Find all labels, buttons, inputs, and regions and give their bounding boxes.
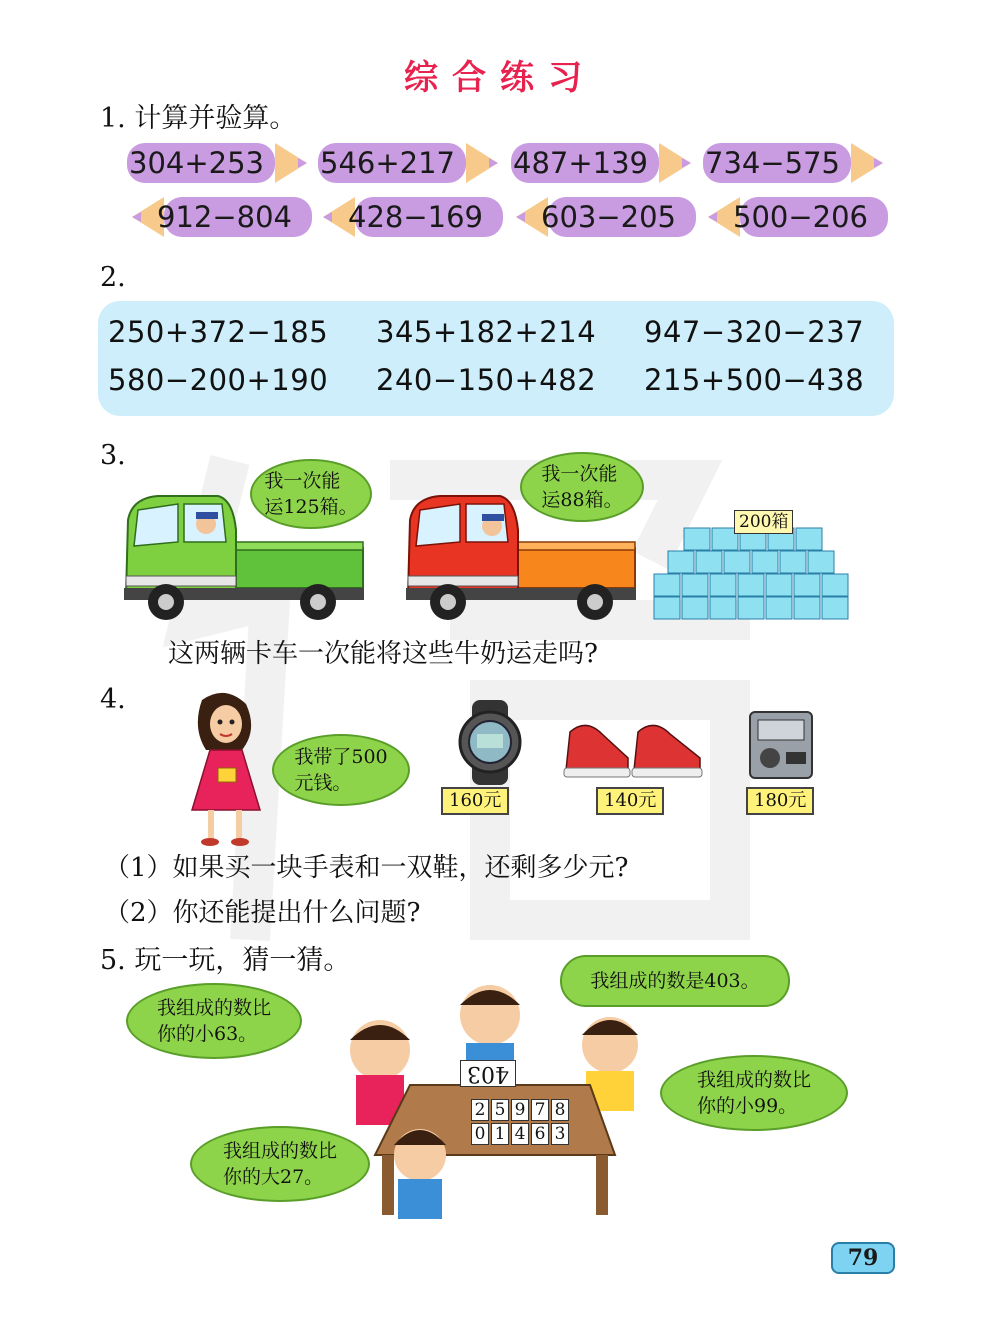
pencil-exercise [511, 196, 696, 238]
q4-sub-question-2: （2）你还能提出什么问题? [104, 898, 421, 928]
q2-expr: 345+182+214 [376, 315, 597, 349]
number-card: 2 [471, 1099, 489, 1121]
pencil-exercise [703, 196, 888, 238]
price-tag-shoes: 140元 [596, 787, 664, 815]
milk-box [710, 574, 736, 596]
milk-box [682, 597, 708, 619]
milk-box [794, 574, 820, 596]
pencil-exercise [127, 142, 312, 184]
number-card: 0 [471, 1123, 489, 1145]
pencil-expression: 487+139 [513, 146, 649, 180]
milk-box [738, 574, 764, 596]
pencil-expression: 734−575 [705, 146, 841, 180]
shoes-icon [562, 712, 704, 782]
q2-expression-box [98, 301, 894, 416]
milk-box [808, 551, 834, 573]
price-tag-watch: 160元 [441, 787, 509, 815]
q3-question: 这两辆卡车一次能将这些牛奶运走吗? [168, 639, 598, 669]
pencil-exercise [318, 142, 503, 184]
q2-label: 2. [100, 262, 126, 293]
milk-box [822, 597, 848, 619]
milk-box [654, 597, 680, 619]
milk-box [710, 597, 736, 619]
milk-box [684, 528, 710, 550]
speech-bubble-right: 我组成的数比 你的小99。 [660, 1055, 848, 1131]
milk-box [738, 597, 764, 619]
milk-box [794, 597, 820, 619]
number-card: 6 [531, 1123, 549, 1145]
number-card: 3 [551, 1123, 569, 1145]
q4-sub-question-1: （1）如果买一块手表和一双鞋，还剩多少元? [104, 853, 629, 883]
table-number-card: 403 [460, 1060, 516, 1087]
pencil-exercise [511, 142, 696, 184]
pencil-expression: 304+253 [129, 146, 265, 180]
number-card: 9 [511, 1099, 529, 1121]
milk-box [766, 597, 792, 619]
q2-expr: 580−200+190 [108, 363, 329, 397]
speech-bubble-red-truck: 我一次能 运88箱。 [520, 452, 644, 522]
cassette-player-icon [748, 708, 814, 780]
milk-boxes-label: 200箱 [734, 510, 793, 534]
speech-bubble-left: 我组成的数比 你的小63。 [126, 983, 302, 1059]
pencil-expression: 912−804 [157, 200, 293, 234]
speech-bubble-green-truck: 我一次能 运125箱。 [250, 459, 372, 529]
pencil-expression: 500−206 [733, 200, 869, 234]
milk-box [822, 574, 848, 596]
pencil-expression: 546+217 [320, 146, 456, 180]
q4-label: 4. [100, 684, 126, 715]
pencil-exercise [318, 196, 503, 238]
milk-box [682, 574, 708, 596]
page-title: 综合练习 [404, 58, 596, 98]
speech-bubble-top: 我组成的数是403。 [560, 955, 790, 1007]
number-card: 8 [551, 1099, 569, 1121]
number-card: 1 [491, 1123, 509, 1145]
number-card: 4 [511, 1123, 529, 1145]
girl-illustration [180, 690, 270, 850]
milk-box [654, 574, 680, 596]
speech-bubble-girl: 我带了500 元钱。 [272, 734, 410, 806]
q2-expr: 947−320−237 [644, 315, 865, 349]
number-card: 5 [491, 1099, 509, 1121]
pencil-exercise [127, 196, 312, 238]
page-number: 79 [831, 1242, 895, 1274]
milk-box [752, 551, 778, 573]
watch-icon [450, 700, 530, 785]
number-cards [470, 1098, 580, 1146]
q2-expr: 250+372−185 [108, 315, 329, 349]
number-card: 7 [531, 1099, 549, 1121]
pencil-expression: 428−169 [348, 200, 484, 234]
milk-box [766, 574, 792, 596]
milk-box [696, 551, 722, 573]
q5-label: 5. 玩一玩，猜一猜。 [100, 945, 351, 976]
pencil-expression: 603−205 [541, 200, 677, 234]
q2-expr: 240−150+482 [376, 363, 597, 397]
milk-box [724, 551, 750, 573]
price-tag-player: 180元 [746, 787, 814, 815]
pencil-exercise [703, 142, 888, 184]
q1-label: 1. 计算并验算。 [100, 103, 297, 134]
q3-label: 3. [100, 440, 126, 471]
milk-box [796, 528, 822, 550]
q2-expr: 215+500−438 [644, 363, 865, 397]
speech-bubble-bottom: 我组成的数比 你的大27。 [190, 1126, 370, 1202]
milk-box [668, 551, 694, 573]
milk-box [780, 551, 806, 573]
